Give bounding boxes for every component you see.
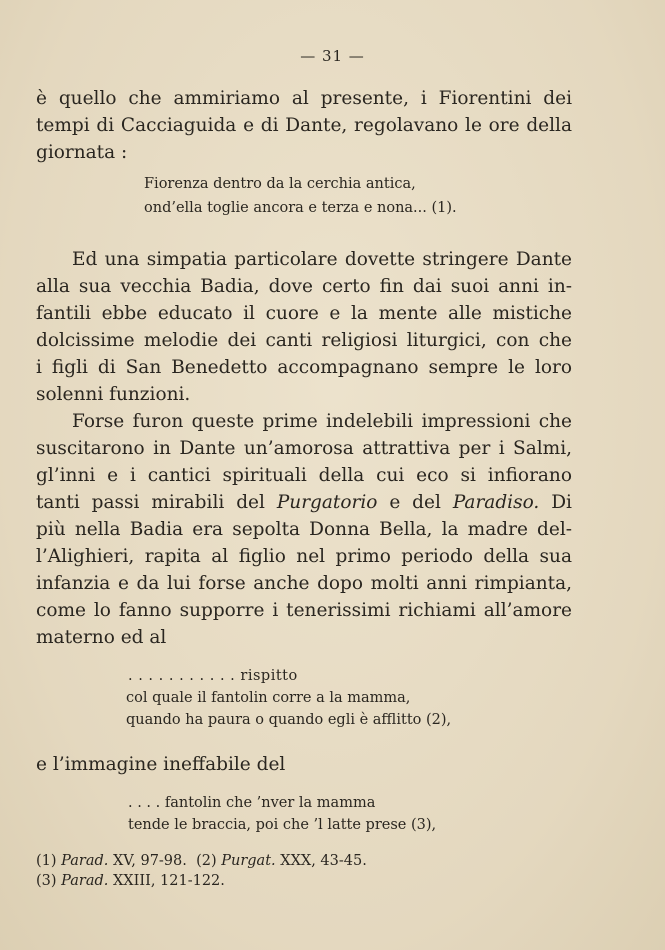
text-line: come lo fanno supporre i tenerissimi richiami all’amore	[36, 600, 572, 621]
footnote-location: XXIII, 121-122.	[112, 873, 225, 889]
text-line: più nella Badia era sepolta Donna Bella, la madre del-	[36, 519, 572, 540]
text-line: infanzia e da lui forse anche dopo molti anni rimpianta,	[36, 573, 572, 594]
verse-line: quando ha paura o quando egli è afflitto (2),	[126, 712, 452, 728]
text-line: fantili ebbe educato il cuore e la mente alle mistiche	[36, 303, 572, 324]
text-line: i figli di San Benedetto accompagnano sempre le loro	[36, 357, 572, 378]
text-line: e l’immagine ineffabile del	[36, 754, 286, 775]
footnote-ref: Parad.	[61, 873, 109, 889]
text-line: è quello che ammiriamo al presente, i Fiorentini dei	[36, 88, 572, 109]
text-line: dolcissime melodie dei canti religiosi liturgici, con che	[36, 330, 572, 351]
footnote-location: XV, 97-98.	[112, 853, 187, 869]
text-line: Forse furon queste prime indelebili impressioni che	[72, 411, 572, 432]
text-line: suscitarono in Dante un’amorosa attrattiva per i Salmi,	[36, 438, 572, 459]
verse-line: col quale il fantolin corre a la mamma,	[126, 690, 411, 706]
footnote-number: (3)	[36, 873, 57, 889]
footnote-number: (1)	[36, 853, 57, 869]
text-span: Di	[551, 492, 572, 513]
text-line: giornata :	[36, 142, 128, 163]
verse-line: . . . . fantolin che ’nver la mamma	[128, 795, 376, 811]
text-span: tanti passi mirabili del	[36, 492, 265, 513]
text-line: gl’inni e i cantici spirituali della cui eco si infiorano	[36, 465, 572, 486]
verse-line: . . . . . . . . . . . rispitto	[128, 668, 298, 684]
footnote-line	[36, 871, 225, 891]
text-span: e del	[389, 492, 441, 513]
footnote-line	[36, 851, 367, 871]
text-line: solenni funzioni.	[36, 384, 191, 405]
verse-line: ond’ella toglie ancora e terza e nona... (1).	[144, 200, 457, 216]
footnote-ref: Purgat.	[221, 853, 276, 869]
text-line	[36, 490, 572, 516]
text-line: tempi di Cacciaguida e di Dante, regolavano le ore della	[36, 115, 572, 136]
verse-line: tende le braccia, poi che ’l latte prese (3),	[128, 817, 437, 833]
text-line: Ed una simpatia particolare dovette stringere Dante	[72, 249, 572, 270]
text-line: materno ed al	[36, 627, 167, 648]
page-number: — 31 —	[300, 47, 365, 65]
text-line: alla sua vecchia Badia, dove certo fin dai suoi anni in-	[36, 276, 572, 297]
verse-line: Fiorenza dentro da la cerchia antica,	[144, 176, 416, 192]
title-purgatorio: Purgatorio	[276, 492, 378, 513]
footnote-number: (2)	[196, 853, 217, 869]
title-paradiso: Paradiso.	[452, 492, 540, 513]
footnote-location: XXX, 43-45.	[280, 853, 367, 869]
text-line: l’Alighieri, rapita al figlio nel primo periodo della sua	[36, 546, 572, 567]
footnote-ref: Parad.	[61, 853, 109, 869]
